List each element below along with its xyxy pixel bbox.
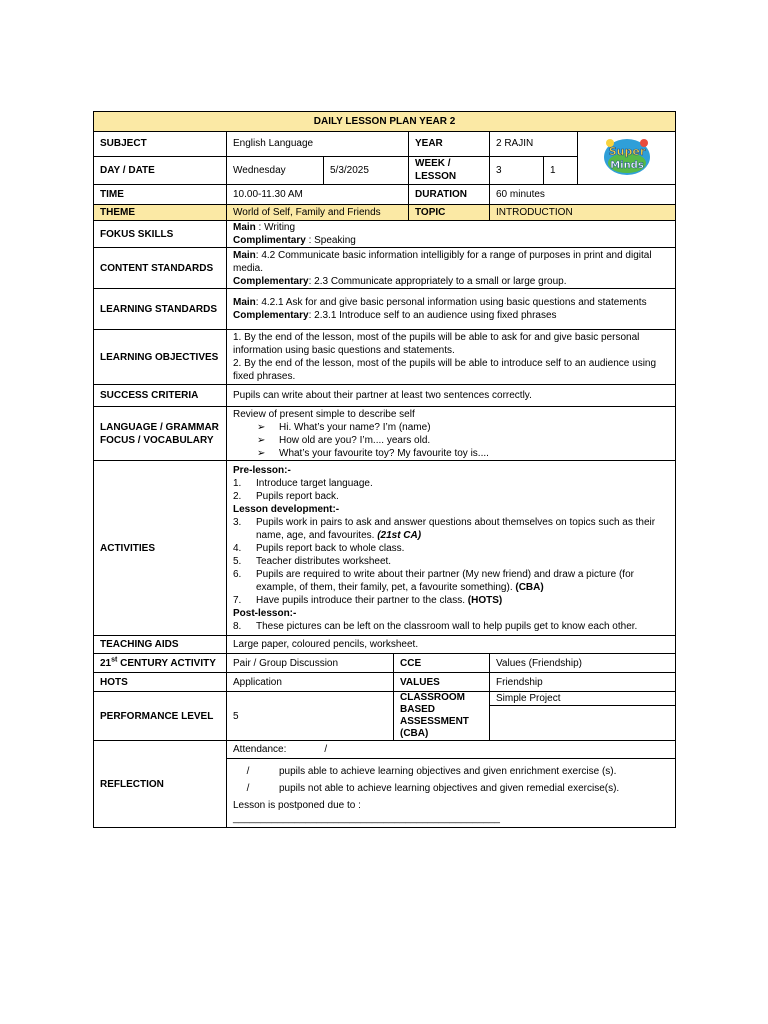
duration-label: DURATION [409, 185, 490, 205]
page-title: DAILY LESSON PLAN YEAR 2 [94, 112, 676, 132]
subject-value: English Language [227, 132, 409, 157]
cce-value: Values (Friendship) [490, 654, 676, 673]
fokus-main-value: : Writing [255, 222, 296, 233]
time-value: 10.00-11.30 AM [227, 185, 409, 205]
day-date-label: DAY / DATE [94, 156, 227, 184]
topic-label: TOPIC [409, 205, 490, 221]
arrow-bullet-icon: ➢ [257, 447, 266, 459]
teaching-aids-value: Large paper, coloured pencils, worksheet. [227, 636, 676, 654]
subject-label: SUBJECT [94, 132, 227, 157]
ls-comp-value: : 2.3.1 Introduce self to an audience using fixed phrases [308, 310, 557, 321]
language-bullet: ➢ What’s your favourite toy? My favourite toy is.... [257, 447, 489, 459]
hots-value: Application [227, 673, 394, 692]
duration-value: 60 minutes [490, 185, 676, 205]
language-focus-intro: Review of present simple to describe self [233, 408, 415, 420]
activity-step: 6. Pupils are required to write about their partner (My new friend) and draw a picture (for example, of them, their family, pet, a favourite something). (CBA) [233, 568, 634, 593]
language-bullet: ➢ Hi. What’s your name? I’m (name) [257, 421, 431, 433]
century-activity-value: Pair / Group Discussion [227, 654, 394, 673]
day-value: Wednesday [227, 156, 324, 184]
values-value: Friendship [490, 673, 676, 692]
language-focus-value [227, 407, 676, 461]
activity-step: 2. Pupils report back. [233, 490, 339, 502]
postponed-blank: ________________________________________________ [233, 813, 500, 824]
performance-level-label: PERFORMANCE LEVEL [94, 692, 227, 741]
theme-label: THEME [94, 205, 227, 221]
super-minds-logo [578, 132, 676, 185]
reflection-not-achieved: / pupils not able to achieve learning objectives and given remedial exercise(s). [246, 783, 620, 794]
activity-step: 5. Teacher distributes worksheet. [233, 555, 392, 567]
activity-step: 4. Pupils report back to whole class. [233, 542, 405, 554]
post-lesson-heading: Post-lesson:- [233, 607, 297, 619]
success-criteria-label: SUCCESS CRITERIA [94, 385, 227, 407]
lesson-development-heading: Lesson development:- [233, 503, 340, 515]
cs-main-label: Main [233, 249, 256, 261]
lesson-plan-sheet [93, 111, 675, 824]
fokus-main-label: Main [233, 222, 256, 233]
ls-comp-label: Complementary [233, 310, 309, 321]
learning-objectives-label: LEARNING OBJECTIVES [94, 330, 227, 385]
svg-text:Super: Super [608, 145, 645, 158]
activity-step: 8. These pictures can be left on the classroom wall to help pupils get to know each other. [233, 620, 638, 632]
fokus-skills-label: FOKUS SKILLS [94, 221, 227, 248]
theme-value: World of Self, Family and Friends [227, 205, 409, 221]
hots-label: HOTS [94, 673, 227, 692]
learning-standards-label: LEARNING STANDARDS [94, 289, 227, 330]
activity-step: 3. Pupils work in pairs to ask and answer questions about themselves on topics such as their name, age, and favourites. (21st CA) [233, 516, 656, 541]
year-label: YEAR [409, 132, 490, 157]
cs-main-value: : 4.2 Communicate basic information intelligibly for a range of purposes in print and digital media. [233, 249, 652, 274]
fokus-skills-value [227, 221, 676, 248]
svg-text:Minds: Minds [609, 160, 644, 171]
success-criteria-value: Pupils can write about their partner at least two sentences correctly. [227, 385, 676, 407]
learning-objectives-value [227, 330, 676, 385]
ls-main-label: Main [233, 297, 256, 308]
century-activity-label: 21st CENTURY ACTIVITY [94, 654, 227, 673]
attendance-line: Attendance: / [227, 741, 675, 759]
content-standards-value [227, 248, 676, 289]
reflection-value [227, 741, 676, 828]
activities-value [227, 461, 676, 636]
postponed-line: Lesson is postponed due to : [233, 800, 361, 811]
lesson-value: 1 [544, 156, 578, 184]
objective-item: 2. By the end of the lesson, most of the pupils will be able to introduce self to an audience using fixed phrases. [233, 358, 657, 382]
activities-label: ACTIVITIES [94, 461, 227, 636]
objective-item: 1. By the end of the lesson, most of the pupils will be able to ask for and give basic personal information using basic questions and statements. [233, 332, 640, 356]
teaching-aids-label: TEACHING AIDS [94, 636, 227, 654]
cce-label: CCE [394, 654, 490, 673]
lesson-plan-table [93, 111, 676, 828]
reflection-label: REFLECTION [94, 741, 227, 828]
week-value: 3 [490, 156, 544, 184]
language-focus-label: LANGUAGE / GRAMMAR FOCUS / VOCABULARY [94, 407, 227, 461]
reflection-achieved: / pupils able to achieve learning objectives and given enrichment exercise (s). [246, 766, 617, 777]
fokus-comp-label: Complimentary [233, 235, 306, 246]
date-value: 5/3/2025 [324, 156, 409, 184]
pre-lesson-heading: Pre-lesson:- [233, 464, 291, 476]
year-value: 2 RAJIN [490, 132, 578, 157]
learning-standards-value [227, 289, 676, 330]
cs-comp-value: : 2.3 Communicate appropriately to a small or large group. [308, 275, 567, 287]
time-label: TIME [94, 185, 227, 205]
week-lesson-label: WEEK / LESSON [409, 156, 490, 184]
cba-value-text: Simple Project [490, 692, 675, 706]
cs-comp-label: Complementary [233, 275, 309, 287]
content-standards-label: CONTENT STANDARDS [94, 248, 227, 289]
language-bullet: ➢ How old are you? I’m.... years old. [257, 434, 431, 446]
cba-value [490, 692, 676, 741]
fokus-comp-value: : Speaking [305, 235, 356, 246]
topic-value: INTRODUCTION [490, 205, 676, 221]
ls-main-value: : 4.2.1 Ask for and give basic personal information using basic questions and statements [255, 297, 647, 308]
cba-label: CLASSROOM BASED ASSESSMENT (CBA) [394, 692, 490, 741]
performance-level-value: 5 [227, 692, 394, 741]
activity-step: 1. Introduce target language. [233, 477, 373, 489]
arrow-bullet-icon: ➢ [257, 421, 266, 433]
activity-step: 7. Have pupils introduce their partner to the class. (HOTS) [233, 594, 503, 606]
values-label: VALUES [394, 673, 490, 692]
super-minds-logo-icon [601, 134, 653, 178]
arrow-bullet-icon: ➢ [257, 434, 266, 446]
